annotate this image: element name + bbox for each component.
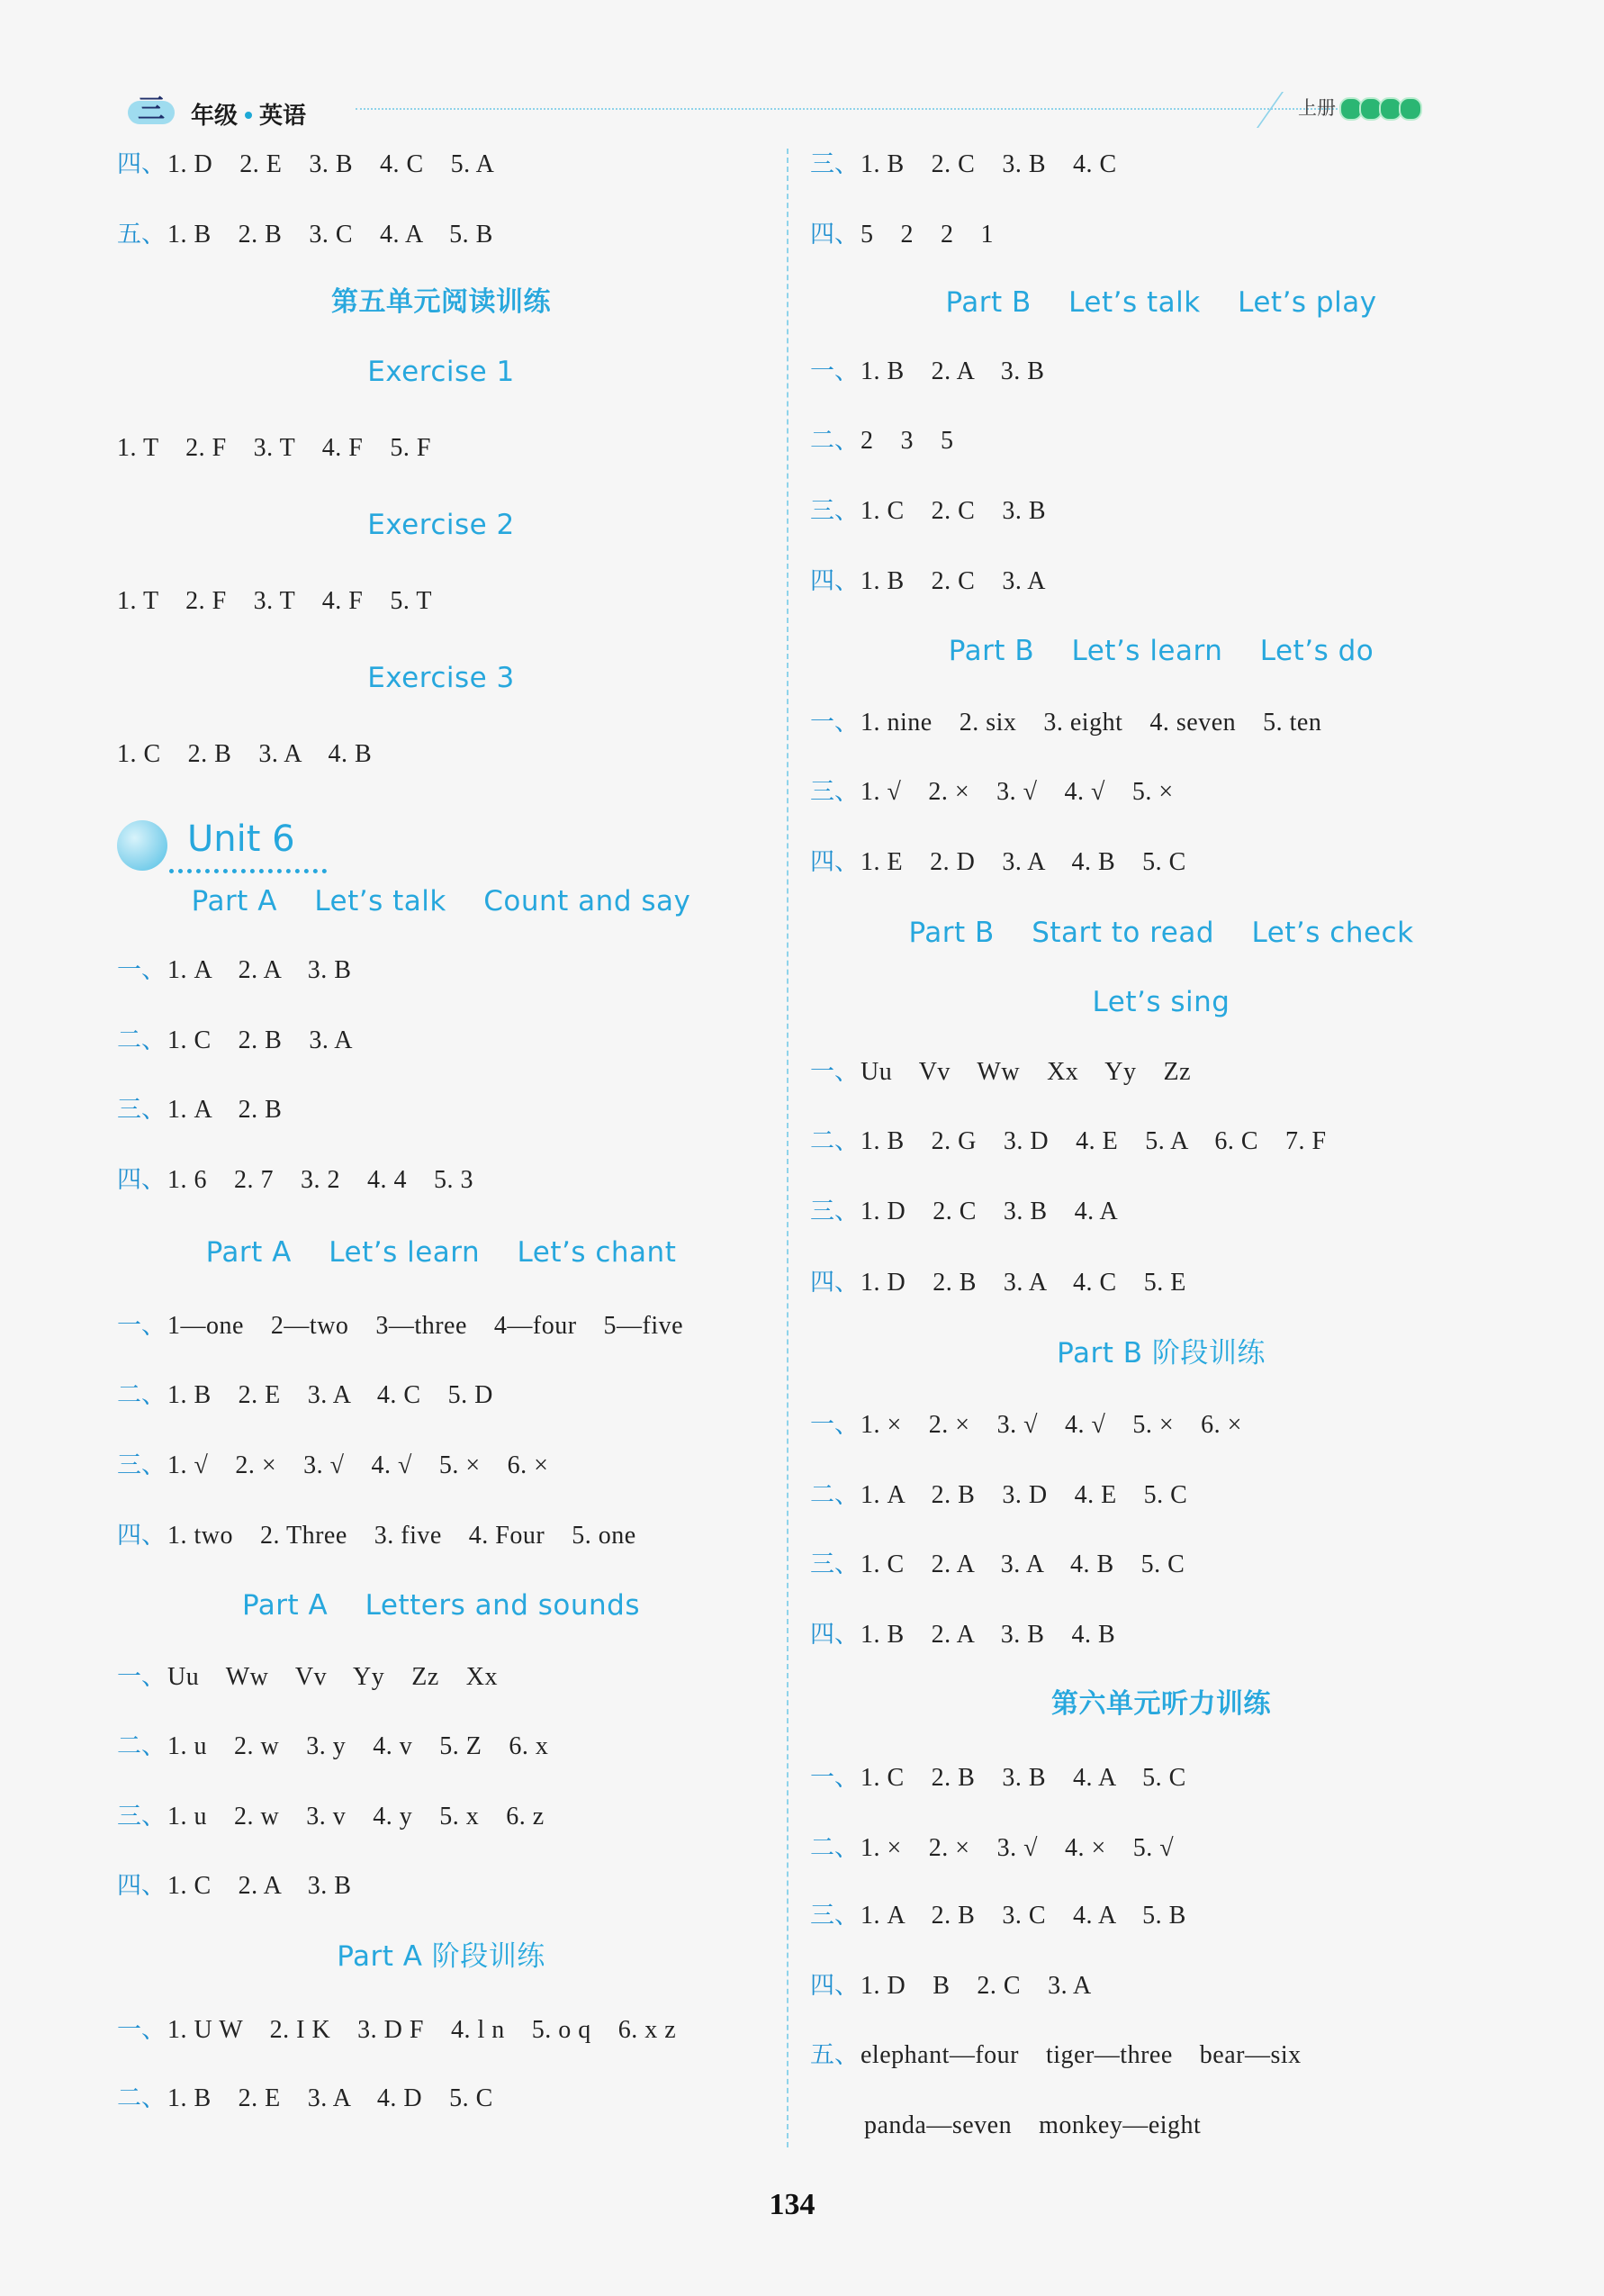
left-answer-row — [117, 1801, 545, 1833]
question-number-label: 一、 — [117, 956, 166, 984]
header-subject: 英语 — [259, 103, 307, 130]
question-number-label: 三、 — [810, 778, 859, 806]
section-heading: Part A 阶段训练 — [337, 1940, 545, 1973]
question-number-label: 一、 — [117, 1663, 166, 1691]
question-number-label: 三、 — [810, 150, 859, 178]
answer-text: 1. B 2. A 3. B — [861, 357, 1045, 385]
question-number-label: 一、 — [117, 2016, 166, 2044]
question-number-label: 三、 — [117, 1451, 166, 1479]
answer-text: 1. E 2. D 3. A 4. B 5. C — [861, 848, 1186, 876]
separator-dot-icon — [245, 112, 252, 119]
left-answer-row — [117, 1025, 353, 1057]
left-answer-row — [117, 1731, 548, 1763]
answer-text: 1. u 2. w 3. v 4. y 5. x 6. z — [167, 1803, 545, 1830]
right-answer-row — [810, 1970, 1092, 2002]
right-answer-row — [810, 149, 1117, 181]
question-number-label: 四、 — [810, 1621, 859, 1649]
answer-text: 1. B 2. E 3. A 4. C 5. D — [167, 1381, 493, 1409]
question-number-label: 三、 — [810, 1902, 859, 1930]
answer-text: 1. two 2. Three 3. five 4. Four 5. one — [167, 1522, 636, 1550]
answer-text: Uu Ww Vv Yy Zz Xx — [167, 1663, 499, 1691]
right-answer-row — [864, 2110, 1201, 2142]
section-heading: Part A Let’s talk Count and say — [191, 885, 691, 917]
section-heading: Part A Let’s learn Let’s chant — [205, 1236, 677, 1269]
right-answer-row — [810, 1832, 1174, 1865]
question-number-label: 二、 — [117, 1026, 166, 1054]
answer-text: 1—one 2—two 3—three 4—four 5—five — [167, 1312, 684, 1340]
answer-text: 1. C 2. C 3. B — [861, 497, 1047, 525]
left-answer-row — [117, 2014, 676, 2047]
right-answer-row — [810, 356, 1044, 388]
left-answer-row — [117, 954, 351, 987]
header-title — [191, 97, 306, 131]
left-answer-row — [117, 1094, 282, 1126]
question-number-label: 三、 — [810, 1198, 859, 1225]
answer-text: 1. √ 2. × 3. √ 4. √ 5. × — [861, 778, 1174, 806]
answer-text: 1. D B 2. C 3. A — [861, 1972, 1092, 2000]
question-number-label: 四、 — [810, 1972, 859, 2000]
answer-text: 1. × 2. × 3. √ 4. √ 5. × 6. × — [861, 1411, 1242, 1439]
section-heading: Let’s sing — [1092, 986, 1230, 1018]
left-answer-row — [117, 1450, 548, 1482]
question-number-label: 五、 — [810, 2041, 859, 2069]
volume-label: 上册 — [1298, 97, 1336, 119]
question-number-label: 四、 — [117, 1522, 166, 1550]
question-number-label: 四、 — [810, 221, 859, 249]
right-answer-row — [810, 1900, 1186, 1932]
question-number-label: 四、 — [810, 567, 859, 595]
right-answer-row — [810, 707, 1321, 739]
right-answer-row — [810, 1619, 1115, 1651]
right-answer-row — [810, 2039, 1302, 2072]
section-heading: Part B 阶段训练 — [1057, 1337, 1266, 1369]
answer-text: 1. √ 2. × 3. √ 4. √ 5. × 6. × — [167, 1451, 549, 1479]
question-number-label: 五、 — [117, 221, 166, 249]
question-number-label: 三、 — [810, 1550, 859, 1578]
answer-text: 1. B 2. C 3. A — [861, 567, 1047, 595]
answer-text: 1. C 2. A 3. B — [167, 1872, 352, 1900]
answer-text: 1. C 2. B 3. A — [167, 1026, 354, 1054]
answer-text: 1. A 2. B 3. C 4. A 5. B — [861, 1902, 1186, 1930]
answer-text: 1. A 2. B 3. D 4. E 5. C — [861, 1481, 1188, 1509]
header-volume — [1298, 94, 1422, 121]
question-number-label: 一、 — [117, 1312, 166, 1340]
question-number-label: 四、 — [810, 1269, 859, 1297]
answer-text: 1. A 2. B — [167, 1096, 283, 1124]
answer-text: 1. 6 2. 7 3. 2 4. 4 5. 3 — [167, 1166, 473, 1194]
column-divider — [787, 149, 788, 2147]
left-answer-row — [117, 1310, 683, 1342]
answer-text: 1. u 2. w 3. y 4. v 5. Z 6. x — [167, 1732, 549, 1760]
answer-text: 1. C 2. A 3. A 4. B 5. C — [861, 1550, 1185, 1578]
right-answer-row — [810, 776, 1174, 809]
left-answer-row — [117, 2083, 493, 2115]
section-heading: 第五单元阅读训练 — [331, 286, 551, 318]
question-number-label: 二、 — [117, 1381, 166, 1409]
answer-text: 1. B 2. B 3. C 4. A 5. B — [167, 221, 493, 249]
unit-title: Unit 6 — [187, 818, 295, 860]
question-number-label: 二、 — [117, 1732, 166, 1760]
bubble-logo-icon — [1343, 97, 1422, 121]
right-answer-row — [810, 1196, 1118, 1228]
question-number-label: 二、 — [117, 2084, 166, 2112]
answer-text: 1. D 2. E 3. B 4. C 5. A — [167, 150, 495, 178]
answer-text: 1. A 2. A 3. B — [167, 956, 352, 984]
answer-text: 1. nine 2. six 3. eight 4. seven 5. ten — [861, 709, 1322, 737]
answer-text: 2 3 5 — [861, 427, 954, 455]
right-answer-row — [810, 219, 994, 251]
left-answer-row — [117, 1661, 498, 1694]
question-number-label: 一、 — [810, 1411, 859, 1439]
answer-text: 1. T 2. F 3. T 4. F 5. T — [117, 587, 432, 615]
right-answer-row — [810, 1549, 1185, 1581]
section-heading: 第六单元听力训练 — [1051, 1688, 1271, 1720]
right-answer-row — [810, 495, 1046, 528]
right-answer-row — [810, 846, 1186, 879]
question-number-label: 四、 — [810, 848, 859, 876]
answer-text: 1. B 2. G 3. D 4. E 5. A 6. C 7. F — [861, 1127, 1327, 1155]
answer-text: 1. B 2. E 3. A 4. D 5. C — [167, 2084, 493, 2112]
answer-text: 1. U W 2. I K 3. D F 4. l n 5. o q 6. x z — [167, 2016, 677, 2044]
header-grade-label: 年级 — [191, 103, 239, 130]
right-answer-row — [810, 1762, 1186, 1794]
header-dotted-rule — [356, 108, 1377, 110]
answer-text: 1. C 2. B 3. A 4. B — [117, 740, 373, 768]
question-number-label: 二、 — [810, 427, 859, 455]
question-number-label: 三、 — [810, 497, 859, 525]
question-number-label: 一、 — [810, 357, 859, 385]
answer-text: 1. D 2. B 3. A 4. C 5. E — [861, 1269, 1186, 1297]
right-answer-row — [810, 1125, 1327, 1158]
unit-dotted-underline — [169, 869, 327, 873]
question-number-label: 一、 — [810, 1058, 859, 1086]
question-number-label: 四、 — [117, 1166, 166, 1194]
left-answer-row — [117, 1520, 636, 1552]
answer-text: 1. B 2. A 3. B 4. B — [861, 1621, 1116, 1649]
left-answer-row — [117, 432, 431, 465]
left-answer-row — [117, 1379, 493, 1412]
answer-text: 1. D 2. C 3. B 4. A — [861, 1198, 1119, 1225]
question-number-label: 二、 — [810, 1834, 859, 1862]
section-heading: Exercise 3 — [367, 662, 515, 694]
section-heading: Part B Start to read Let’s check — [908, 917, 1414, 949]
left-answer-row — [117, 1870, 351, 1903]
question-number-label: 四、 — [117, 150, 166, 178]
right-answer-row — [810, 1056, 1191, 1089]
page-header — [117, 88, 1449, 133]
question-number-label: 二、 — [810, 1127, 859, 1155]
section-heading: Part B Let’s learn Let’s do — [948, 635, 1374, 667]
page-number: 134 — [769, 2188, 816, 2221]
answer-text: panda—seven monkey—eight — [864, 2111, 1202, 2139]
answer-text: 1. C 2. B 3. B 4. A 5. C — [861, 1764, 1186, 1792]
section-heading: Exercise 1 — [367, 356, 515, 388]
left-answer-row — [117, 219, 493, 251]
section-heading: Part B Let’s talk Let’s play — [945, 286, 1377, 319]
question-number-label: 一、 — [810, 1764, 859, 1792]
question-number-label: 一、 — [810, 709, 859, 737]
section-heading: Exercise 2 — [367, 509, 515, 541]
left-answer-row — [117, 585, 432, 618]
answer-text: 1. × 2. × 3. √ 4. × 5. √ — [861, 1834, 1175, 1862]
left-answer-row — [117, 149, 494, 181]
unit-circle-icon — [117, 820, 167, 871]
answer-text: 5 2 2 1 — [861, 221, 994, 249]
question-number-label: 四、 — [117, 1872, 166, 1900]
question-number-label: 三、 — [117, 1803, 166, 1830]
answer-text: Uu Vv Ww Xx Yy Zz — [861, 1058, 1192, 1086]
right-answer-row — [810, 1479, 1187, 1512]
left-answer-row — [117, 1164, 473, 1197]
left-answer-row — [117, 738, 372, 771]
question-number-label: 二、 — [810, 1481, 859, 1509]
right-answer-row — [810, 425, 954, 457]
answer-text: 1. T 2. F 3. T 4. F 5. F — [117, 434, 431, 462]
right-answer-row — [810, 1409, 1242, 1442]
grade-badge: 三 — [133, 94, 169, 126]
right-answer-row — [810, 565, 1046, 598]
answer-text: elephant—four tiger—three bear—six — [861, 2041, 1302, 2069]
right-answer-row — [810, 1267, 1186, 1299]
unit-heading — [117, 815, 333, 878]
answer-text: 1. B 2. C 3. B 4. C — [861, 150, 1117, 178]
section-heading: Part A Letters and sounds — [241, 1589, 641, 1622]
question-number-label: 三、 — [117, 1096, 166, 1124]
